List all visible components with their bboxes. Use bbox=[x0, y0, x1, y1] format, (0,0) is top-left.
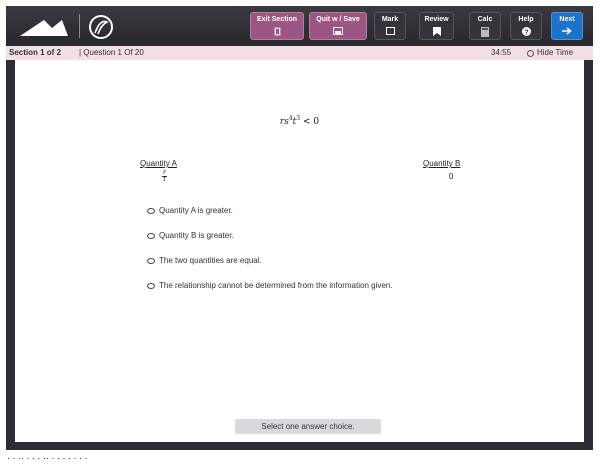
mark-label: Mark bbox=[381, 16, 399, 23]
review-label: Review bbox=[424, 16, 449, 23]
help-icon bbox=[522, 27, 531, 36]
help-button[interactable] bbox=[510, 12, 542, 40]
radio-button[interactable] bbox=[147, 233, 155, 239]
answer-choice-label: The two quantities are equal. bbox=[159, 256, 262, 265]
next-label: Next bbox=[559, 16, 575, 23]
app-frame bbox=[6, 6, 593, 450]
timer-readout: 34:55 bbox=[491, 48, 512, 57]
question-panel bbox=[15, 60, 584, 442]
section-indicator: Section 1 of 2 bbox=[9, 48, 62, 57]
gre-emblem-icon bbox=[86, 13, 116, 41]
quantity-b-label: Quantity B bbox=[423, 159, 461, 168]
answer-choice-c[interactable] bbox=[147, 256, 262, 265]
calc-label: Calc bbox=[477, 16, 493, 23]
quit-save-label: Quit w / Save bbox=[316, 16, 360, 23]
answer-choice-b[interactable] bbox=[147, 231, 234, 240]
radio-button[interactable] bbox=[147, 208, 155, 214]
top-toolbar bbox=[6, 6, 593, 46]
mark-button[interactable] bbox=[374, 12, 406, 40]
answer-choice-a[interactable] bbox=[147, 206, 233, 215]
question-stem: $rs^4t^3 < 0$ bbox=[279, 115, 320, 127]
ets-logo-icon bbox=[18, 16, 70, 38]
quantity-a-label: Quantity A bbox=[140, 159, 177, 168]
answer-choice-label: The relationship cannot be determined from the information given. bbox=[159, 281, 393, 290]
hide-time-label: Hide Time bbox=[537, 48, 574, 57]
mark-checkbox-icon bbox=[386, 27, 395, 35]
save-icon bbox=[333, 27, 343, 35]
radio-button[interactable] bbox=[147, 258, 155, 264]
exit-door-icon bbox=[274, 27, 281, 36]
calculator-icon bbox=[481, 27, 489, 37]
status-bar bbox=[6, 46, 593, 60]
review-button[interactable] bbox=[419, 12, 454, 40]
calc-button[interactable] bbox=[469, 12, 501, 40]
answer-choice-label: Quantity A is greater. bbox=[159, 206, 233, 215]
answer-instruction: Select one answer choice. bbox=[235, 419, 381, 434]
exit-section-button[interactable] bbox=[250, 12, 304, 40]
quantity-a-value: r t bbox=[163, 169, 166, 183]
logo-divider bbox=[79, 14, 80, 38]
question-counter: | Question 1 Of 20 bbox=[79, 48, 144, 57]
answer-choice-d[interactable] bbox=[147, 281, 392, 290]
clock-icon bbox=[527, 50, 534, 57]
exit-section-label: Exit Section bbox=[256, 16, 298, 23]
quantity-b-value: 0 bbox=[449, 172, 454, 181]
arrow-right-icon bbox=[562, 27, 573, 35]
help-label: Help bbox=[518, 16, 534, 23]
next-button[interactable] bbox=[551, 12, 583, 40]
image-caption: · · ·· · · · ·· · · · · · · · bbox=[7, 453, 88, 463]
answer-choice-label: Quantity B is greater. bbox=[159, 231, 234, 240]
radio-button[interactable] bbox=[147, 283, 155, 289]
svg-text:?: ? bbox=[523, 29, 529, 36]
quit-save-button[interactable] bbox=[309, 12, 367, 40]
bookmark-icon bbox=[433, 27, 441, 36]
hide-time-toggle[interactable] bbox=[527, 46, 573, 60]
